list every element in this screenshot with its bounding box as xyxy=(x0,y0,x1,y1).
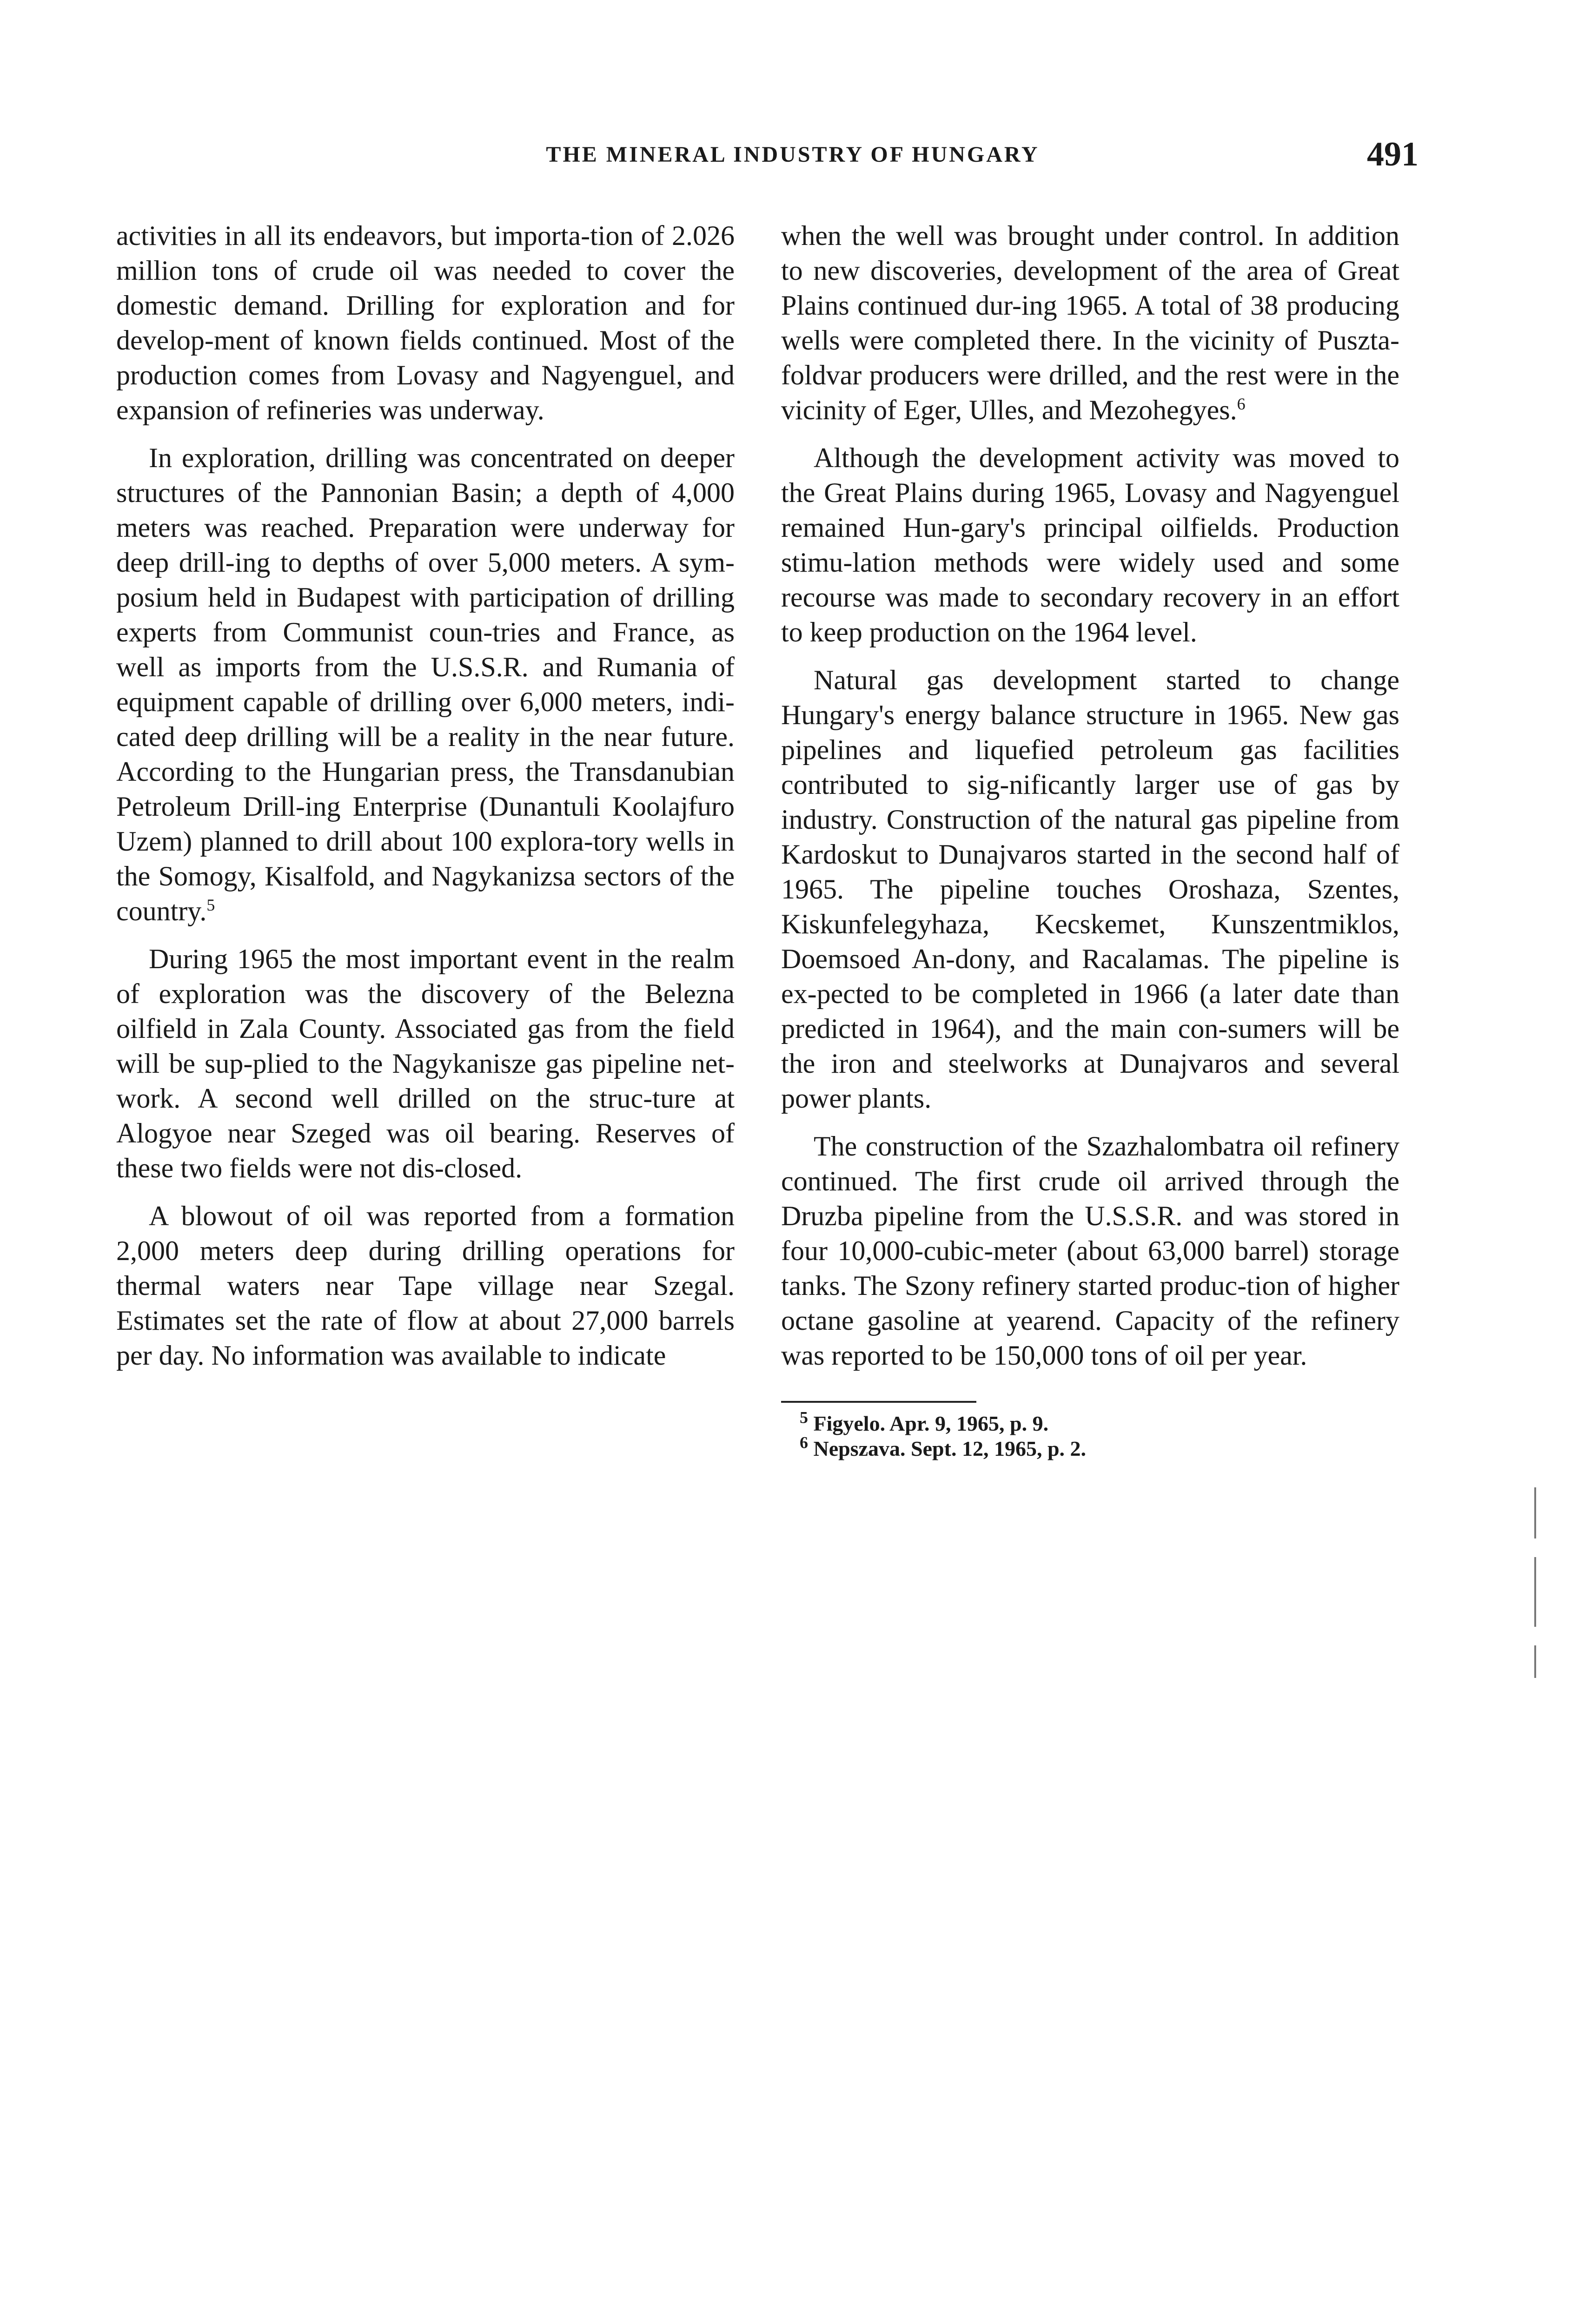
paragraph: During 1965 the most important event in the realm of exploration was the discovery of the Belezna oilfield in Zala County. Associated gas from the field will be sup-plied to the Nagykanisze gas pipeline net-work. A second well drilled on the struc-ture at Alogyoe near Szeged was oil bearing. Reserves of these two fields were not dis-closed. xyxy=(116,944,735,1183)
paragraph: A blowout of oil was reported from a formation 2,000 meters deep during drilling operations for thermal waters near Tape village near Szegal. Estimates set the rate of flow at about 27,000 barrels per day. No information was available to indicate xyxy=(116,1201,735,1371)
footnote: $^5$ Figyelo. Apr. 9, 1965, p. 9. xyxy=(800,1408,1049,1435)
page-number: 491 xyxy=(1367,135,1419,173)
footnote-ref: 5 xyxy=(206,896,215,914)
left-column xyxy=(116,218,735,1386)
paragraph: In exploration, drilling was concentrated on deeper structures of the Pannonian Basin; a depth of 4,000 meters was reached. Preparation were underway for deep drill-ing to depths of over 5,000 meters. A sym-posium held in Budapest with participation of drilling experts from Communist coun-tries and France, as well as imports from the U.S.S.R. and Rumania of equipment capable of drilling over 6,000 meters, indi-cated deep drilling will be a reality in the near future. According to the Hungarian press, the Transdanubian Petroleum Drill-ing Enterprise (Dunantuli Koolajfuro Uzem) planned to drill about 100 explora-tory wells in the Somogy, Kisalfold, and Nagykanizsa sectors of the country.$^5$ xyxy=(116,442,735,926)
footnote-divider xyxy=(781,1401,976,1403)
paragraph: Although the development activity was moved to the Great Plains during 1965, Lovasy and Nagyenguel remained Hun-gary's principal oilfields. Production stimu-lation methods were widely used and some recourse was made to secondary recovery in an effort to keep production on the 1964 level. xyxy=(781,442,1399,647)
paragraph: when the well was brought under control. In addition to new discoveries, development of the area of Great Plains continued dur-ing 1965. A total of 38 producing wells were completed there. In the vicinity of Puszta-foldvar producers were drilled, and the rest were in the vicinity of Eger, Ulles, and Mezohegyes.$^6$ xyxy=(781,220,1399,425)
paragraph: activities in all its endeavors, but importa-tion of 2.026 million tons of crude oil was needed to cover the domestic demand. Drilling for exploration and for develop-ment of known fields continued. Most of the production comes from Lovasy and Nagyenguel, and expansion of refineries was underway. xyxy=(116,220,735,425)
scan-margin-marks xyxy=(1534,1487,1537,1748)
paragraph: The construction of the Szazhalombatra oil refinery continued. The first crude oil arrived through the Druzba pipeline from the U.S.S.R. and was stored in four 10,000-cubic-meter (about 63,000 barrel) storage tanks. The Szony refinery started produc-tion of higher octane gasoline at yearend. Capacity of the refinery was reported to be 150,000 tons of oil per year. xyxy=(781,1131,1399,1371)
right-column xyxy=(781,218,1399,1461)
footnote-ref: 6 xyxy=(1237,395,1246,413)
paragraph: Natural gas development started to change Hungary's energy balance structure in 1965. New gas pipelines and liquefied petroleum gas facilities contributed to sig-nificantly larger use of gas by industry. Construction of the natural gas pipeline from Kardoskut to Dunajvaros started in the second half of 1965. The pipeline touches Oroshaza, Szentes, Kiskunfelegyhaza, Kecskemet, Kunszentmiklos, Doemsoed An-dony, and Racalamas. The pipeline is ex-pected to be completed in 1966 (a later date than predicted in 1964), and the main con-sumers will be the iron and steelworks at Dunajvaros and several power plants. xyxy=(781,665,1399,1114)
running-title: THE MINERAL INDUSTRY OF HUNGARY xyxy=(546,142,1040,167)
footnote: $^6$ Nepszava. Sept. 12, 1965, p. 2. xyxy=(800,1433,1087,1460)
